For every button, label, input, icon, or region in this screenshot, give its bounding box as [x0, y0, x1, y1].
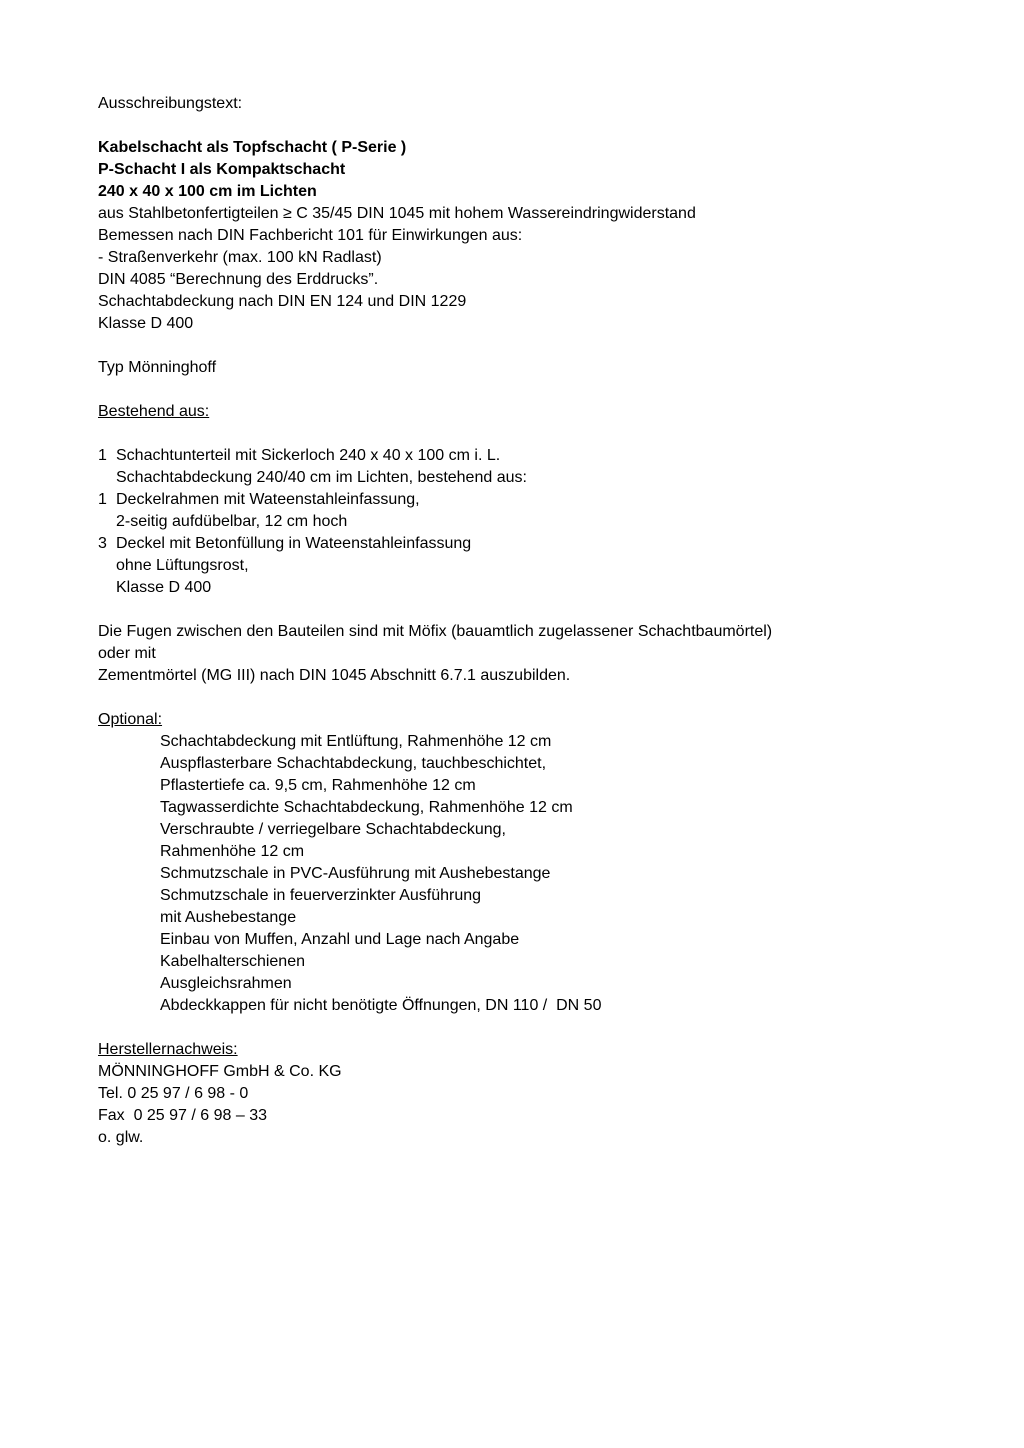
title-block [98, 137, 934, 203]
joints-line: Zementmörtel (MG III) nach DIN 1045 Abschnitt 6.7.1 auszubilden. [98, 667, 571, 684]
optional-item: Pflastertiefe ca. 9,5 cm, Rahmenhöhe 12 cm [160, 777, 476, 794]
component-item [98, 489, 934, 533]
manufacturer-block [98, 1061, 934, 1149]
spec-line: Schachtabdeckung nach DIN EN 124 und DIN 1229 [98, 293, 467, 310]
joints-line: Die Fugen zwischen den Bauteilen sind mit Möfix (bauamtlich zugelassener Schachtbaumörtel) [98, 623, 773, 640]
manufacturer-fax: Fax 0 25 97 / 6 98 – 33 [98, 1107, 268, 1124]
optional-item: Kabelhalterschienen [160, 953, 305, 970]
optional-item: Schmutzschale in feuerverzinkter Ausführung [160, 887, 482, 904]
optional-item: Rahmenhöhe 12 cm [160, 843, 305, 860]
optional-item: mit Aushebestange [160, 909, 297, 926]
components-heading: Bestehend aus: [98, 403, 210, 420]
component-qty: 1 [98, 491, 107, 508]
component-line: Schachtabdeckung 240/40 cm im Lichten, bestehend aus: [116, 469, 527, 486]
component-line: Schachtunterteil mit Sickerloch 240 x 40 x 100 cm i. L. [116, 447, 501, 464]
optional-item: Tagwasserdichte Schachtabdeckung, Rahmenhöhe 12 cm [160, 799, 573, 816]
optional-item: Auspflasterbare Schachtabdeckung, tauchbeschichtet, [160, 755, 547, 772]
component-qty: 3 [98, 535, 107, 552]
title-line: Kabelschacht als Topfschacht ( P-Serie ) [98, 139, 407, 156]
title-line: P-Schacht I als Kompaktschacht [98, 161, 346, 178]
optional-item: Schachtabdeckung mit Entlüftung, Rahmenhöhe 12 cm [160, 733, 552, 750]
doc-label: Ausschreibungstext: [98, 95, 243, 112]
component-line: 2-seitig aufdübelbar, 12 cm hoch [116, 513, 348, 530]
optional-item: Verschraubte / verriegelbare Schachtabdeckung, [160, 821, 506, 838]
spec-block [98, 203, 934, 335]
component-item [98, 445, 934, 489]
manufacturer-note: o. glw. [98, 1129, 144, 1146]
optional-heading: Optional: [98, 711, 163, 728]
spec-line: - Straßenverkehr (max. 100 kN Radlast) [98, 249, 382, 266]
manufacturer-phone: Tel. 0 25 97 / 6 98 - 0 [98, 1085, 249, 1102]
spec-line: aus Stahlbetonfertigteilen ≥ C 35/45 DIN 1045 mit hohem Wassereindringwiderstand [98, 205, 696, 222]
optional-item: Schmutzschale in PVC-Ausführung mit Aushebestange [160, 865, 551, 882]
manufacturer-name: MÖNNINGHOFF GmbH & Co. KG [98, 1063, 342, 1080]
component-qty: 1 [98, 447, 107, 464]
component-line: ohne Lüftungsrost, [116, 557, 249, 574]
optional-list [98, 731, 934, 1017]
spec-line: DIN 4085 “Berechnung des Erddrucks”. [98, 271, 379, 288]
title-line: 240 x 40 x 100 cm im Lichten [98, 183, 317, 200]
component-line: Klasse D 400 [116, 579, 212, 596]
component-line: Deckelrahmen mit Wateenstahleinfassung, [116, 491, 420, 508]
spec-line: Bemessen nach DIN Fachbericht 101 für Einwirkungen aus: [98, 227, 523, 244]
optional-item: Abdeckkappen für nicht benötigte Öffnungen, DN 110 / DN 50 [160, 997, 602, 1014]
spec-line: Klasse D 400 [98, 315, 194, 332]
manufacturer-heading: Herstellernachweis: [98, 1041, 238, 1058]
optional-item: Einbau von Muffen, Anzahl und Lage nach Angabe [160, 931, 520, 948]
component-line: Deckel mit Betonfüllung in Wateenstahleinfassung [116, 535, 472, 552]
component-item [98, 533, 934, 599]
joints-paragraph [98, 621, 934, 687]
type-line: Typ Mönninghoff [98, 359, 217, 376]
optional-item: Ausgleichsrahmen [160, 975, 292, 992]
joints-line: oder mit [98, 645, 156, 662]
components-list [98, 445, 934, 599]
